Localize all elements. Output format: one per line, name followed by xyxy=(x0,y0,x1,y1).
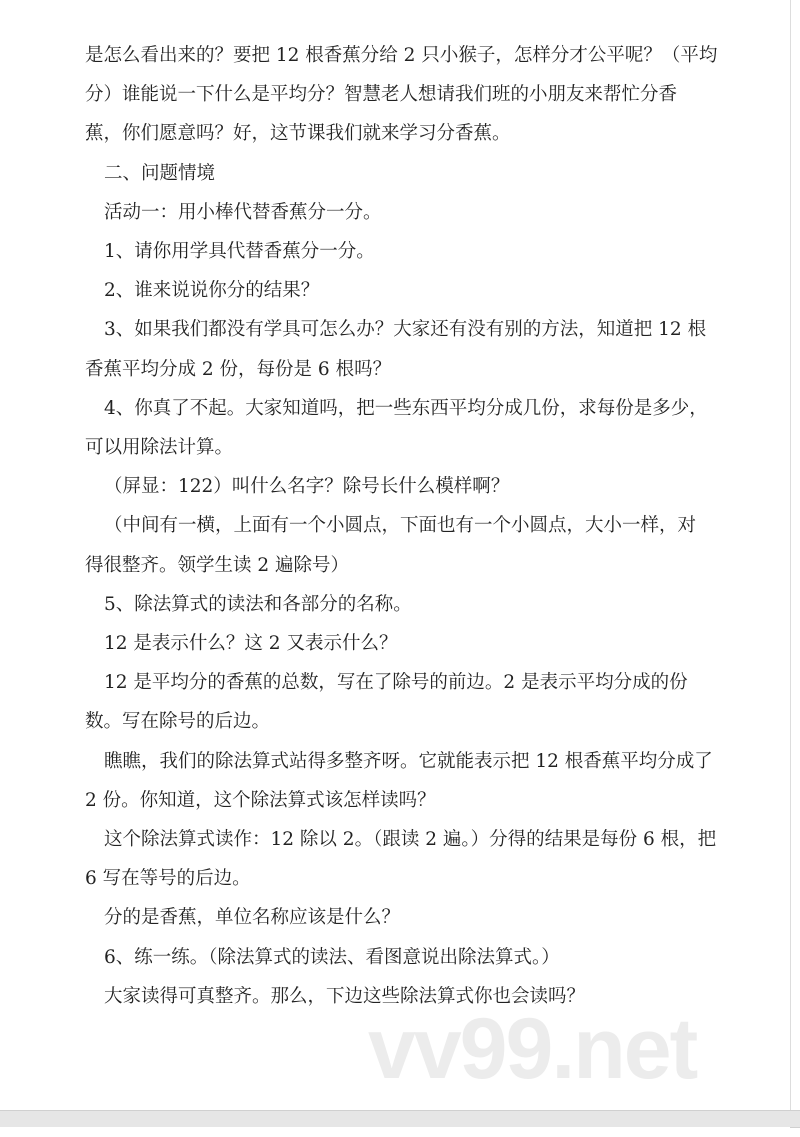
text-line: 香蕉平均分成 2 份，每份是 6 根吗？ xyxy=(85,358,392,380)
text-line: 5、除法算式的读法和各部分的名称。 xyxy=(104,593,412,615)
text-line: 可以用除法计算。 xyxy=(85,437,234,458)
text-line: 6、练一练。（除法算式的读法、看图意说出除法算式。） xyxy=(104,946,560,968)
text-line: 6 写在等号的后边。 xyxy=(85,868,251,890)
text-line: 分的是香蕉，单位名称应该是什么？ xyxy=(104,907,401,929)
text-line: 1、请你用学具代替香蕉分一分。 xyxy=(104,241,375,262)
text-line: 3、如果我们都没有学具可怎么办？大家还有没有别的方法，知道把 12 根 xyxy=(104,319,707,341)
text-line: 12 是平均分的香蕉的总数，写在了除号的前边。2 是表示平均分成的份 xyxy=(104,672,688,694)
text-line: 是怎么看出来的？要把 12 根香蕉分给 2 只小猴子，怎样分才公平呢？（平均 xyxy=(85,45,718,66)
watermark: vv99.net xyxy=(368,1001,697,1097)
page-separator xyxy=(0,1110,800,1128)
text-line: 分）谁能说一下什么是平均分？智慧老人想请我们班的小朋友来帮忙分香 xyxy=(85,84,678,106)
text-line: （中间有一横，上面有一个小圆点，下面也有一个小圆点，大小一样，对 xyxy=(104,515,697,537)
text-line: 活动一：用小棒代替香蕉分一分。 xyxy=(104,201,382,223)
text-line: 数。写在除号的后边。 xyxy=(85,711,271,733)
text-line: 这个除法算式读作：12 除以 2。（跟读 2 遍。）分得的结果是每份 6 根，把 xyxy=(104,829,717,850)
text-line: 蕉，你们愿意吗？好，这节课我们就来学习分香蕉。 xyxy=(85,123,511,145)
text-line: 12 是表示什么？这 2 又表示什么？ xyxy=(104,633,398,654)
text-line: 4、你真了不起。大家知道吗，把一些东西平均分成几份，求每份是多少， xyxy=(104,397,708,419)
text-line: 2、谁来说说你分的结果？ xyxy=(104,280,320,302)
text-line: 得很整齐。领学生读 2 遍除号） xyxy=(85,554,350,576)
text-line: 二、问题情境 xyxy=(104,162,216,184)
text-line: 大家读得可真整齐。那么，下边这些除法算式你也会读吗？ xyxy=(104,985,586,1007)
next-page xyxy=(0,1127,790,1137)
text-line: 2 份。你知道，这个除法算式该怎样读吗？ xyxy=(85,789,436,811)
text-line: 瞧瞧，我们的除法算式站得多整齐呀。它就能表示把 12 根香蕉平均分成了 xyxy=(104,750,713,772)
text-line: （屏显：122）叫什么名字？除号长什么模样啊？ xyxy=(104,476,510,498)
